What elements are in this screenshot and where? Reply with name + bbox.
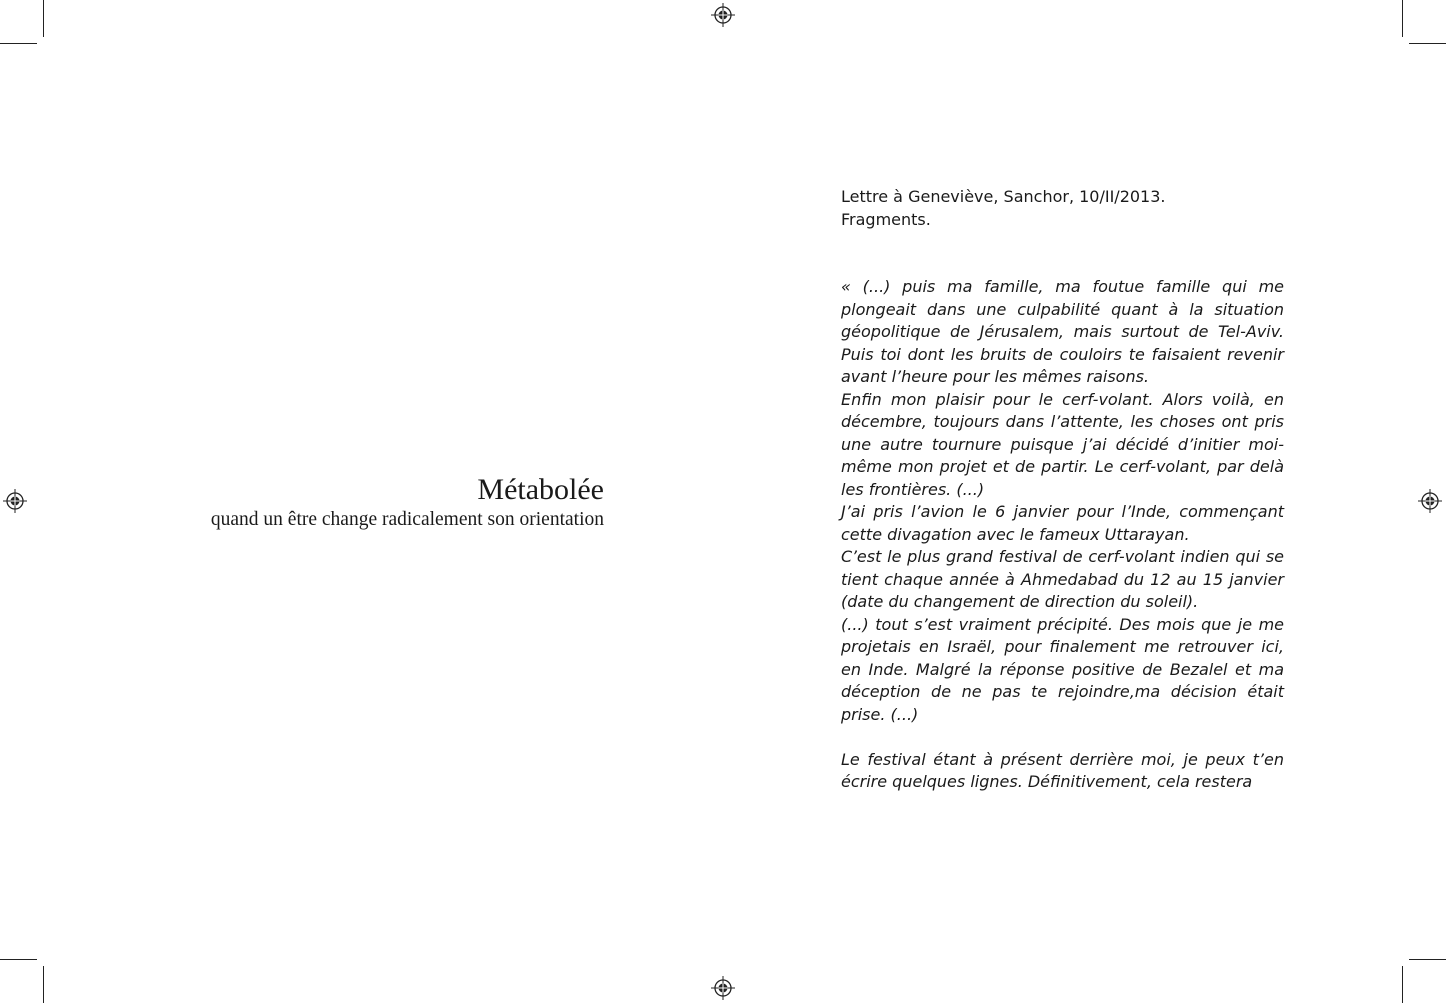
letter-paragraph: Le festival étant à présent derrière moi, je peux t’en écrire quelques lignes. Définitivement, cela restera <box>841 749 1284 791</box>
registration-mark-icon <box>1418 489 1442 513</box>
letter-paragraph: « (...) puis ma famille, ma foutue famille qui me plongeait dans une culpabilité quant à la situation géopolitique de Jérusalem, mais surtout de Tel-Aviv. Puis toi dont les bruits de couloirs te faisaient revenir avant l’heure pour les mêmes raisons. <box>841 277 1284 386</box>
crop-mark-bottom-right-v <box>1402 966 1403 1003</box>
letter-paragraph: Enfin mon plaisir pour le cerf-volant. Alors voilà, en décembre, toujours dans l’attente, les choses ont pris une autre tournure puisque j’ai décidé d’initier moi-même mon projet et de partir. Le cerf-volant, par delà les frontières. (...) <box>841 389 1284 499</box>
registration-mark-icon <box>3 489 27 513</box>
right-page-text <box>841 186 1284 794</box>
crop-mark-bottom-left-h <box>0 959 37 960</box>
letter-body <box>841 276 1284 794</box>
letter-subheading: Fragments. <box>841 209 931 229</box>
letter-paragraph: J’ai pris l’avion le 6 janvier pour l’Inde, commençant cette divagation avec le fameux Uttarayan. <box>841 502 1284 544</box>
crop-mark-top-right-h <box>1409 43 1446 44</box>
crop-mark-top-left-v <box>43 0 44 37</box>
page-title: Métabolée <box>477 473 604 506</box>
crop-mark-top-right-v <box>1402 0 1403 37</box>
registration-mark-icon <box>711 3 735 27</box>
crop-mark-bottom-right-h <box>1409 959 1446 960</box>
registration-mark-icon <box>711 976 735 1000</box>
page-subtitle: quand un être change radicalement son orientation <box>210 509 604 530</box>
letter-paragraph: (...) tout s’est vraiment précipité. Des mois que je me projetais en Israël, pour finalement me retrouver ici, en Inde. Malgré la réponse positive de Bezalel et ma déception de ne pas te rejoindre,ma décision était prise. (...) <box>841 614 1284 724</box>
letter-heading: Lettre à Geneviève, Sanchor, 10/II/2013. <box>841 187 1166 206</box>
left-page-title-block <box>211 472 604 532</box>
crop-mark-bottom-left-v <box>43 966 44 1003</box>
letter-paragraph: C’est le plus grand festival de cerf-volant indien qui se tient chaque année à Ahmedabad du 12 au 15 janvier (date du changement de direction du soleil). <box>841 547 1284 611</box>
crop-mark-top-left-h <box>0 43 37 44</box>
